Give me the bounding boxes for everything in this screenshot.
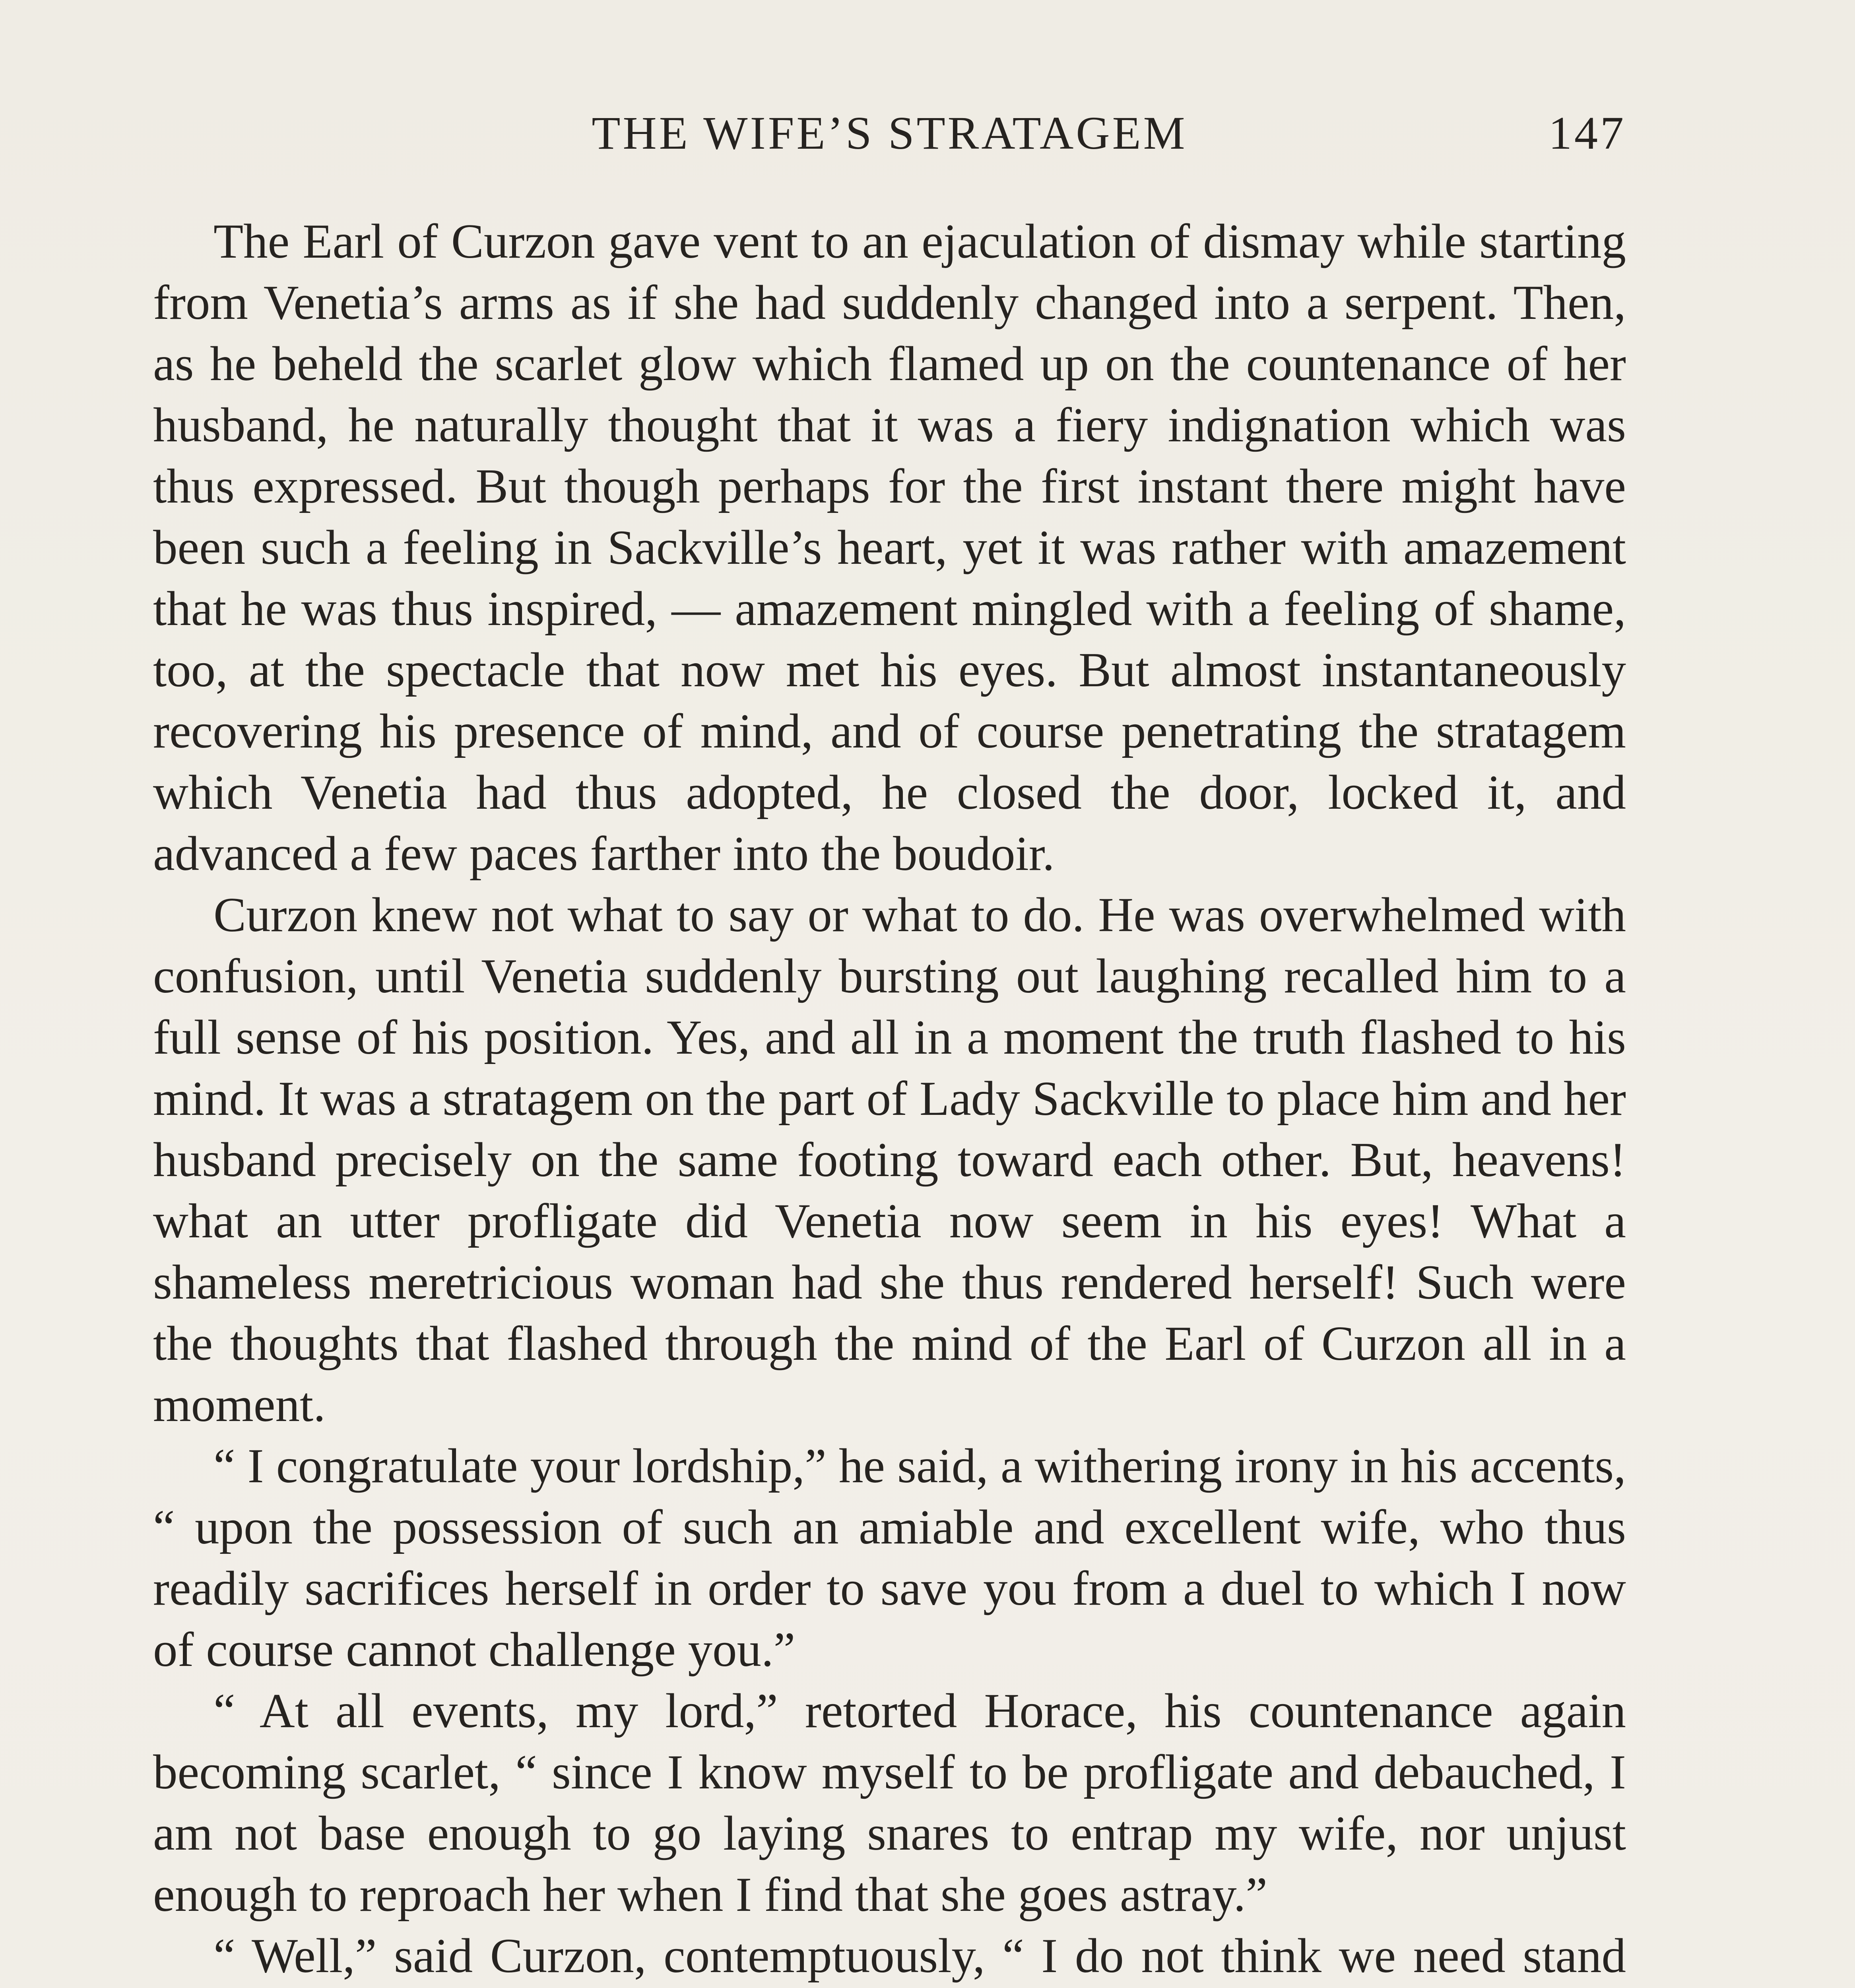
page-header [153, 99, 1626, 167]
paragraph: Curzon knew not what to say or what to do. He was overwhelmed with confusion, until Venetia suddenly bursting out laughing recalled him to a full sense of his position. Yes, and all in a moment the truth flashed to his mind. It was a stratagem on the part of Lady Sackville to place him and her husband precisely on the same footing toward each other. But, heavens! what an utter profligate did Venetia now seem in his eyes! What a shameless meretricious woman had she thus rendered herself! Such were the thoughts that flashed through the mind of the Earl of Curzon all in a moment. [153, 887, 1626, 1432]
page-number: 147 [1548, 107, 1626, 159]
paragraph: The Earl of Curzon gave vent to an ejaculation of dismay while starting from Venetia’s arms as if she had suddenly changed into a serpent. Then, as he beheld the scarlet glow which flamed up on the countenance of her husband, he naturally thought that it was a fiery indignation which was thus expressed. But though perhaps for the first instant there might have been such a feeling in Sackville’s heart, yet it was rather with amazement that he was thus inspired, — amazement mingled with a feeling of shame, too, at the spectacle that now met his eyes. But almost instantaneously recovering his presence of mind, and of course penetrating the stratagem which Venetia had thus adopted, he closed the door, locked it, and advanced a few paces farther into the boudoir. [153, 214, 1626, 881]
paragraph: “ Well,” said Curzon, contemptuously, “ I do not think we need stand [213, 1928, 1626, 1983]
paragraph: “ I congratulate your lordship,” he said, a withering irony in his accents, “ upon the possession of such an amiable and excellent wife, who thus readily sacrifices herself in order to save you from a duel to which I now of course cannot challenge you.” [153, 1439, 1626, 1677]
body-text [153, 211, 1626, 1988]
running-title: THE WIFE’S STRATAGEM [592, 107, 1188, 159]
paragraph: “ At all events, my lord,” retorted Horace, his countenance again becoming scarlet, “ since I know myself to be profligate and debauched, I am not base enough to go laying snares to entrap my wife, nor unjust enough to reproach her when I find that she goes astray.” [153, 1683, 1626, 1922]
